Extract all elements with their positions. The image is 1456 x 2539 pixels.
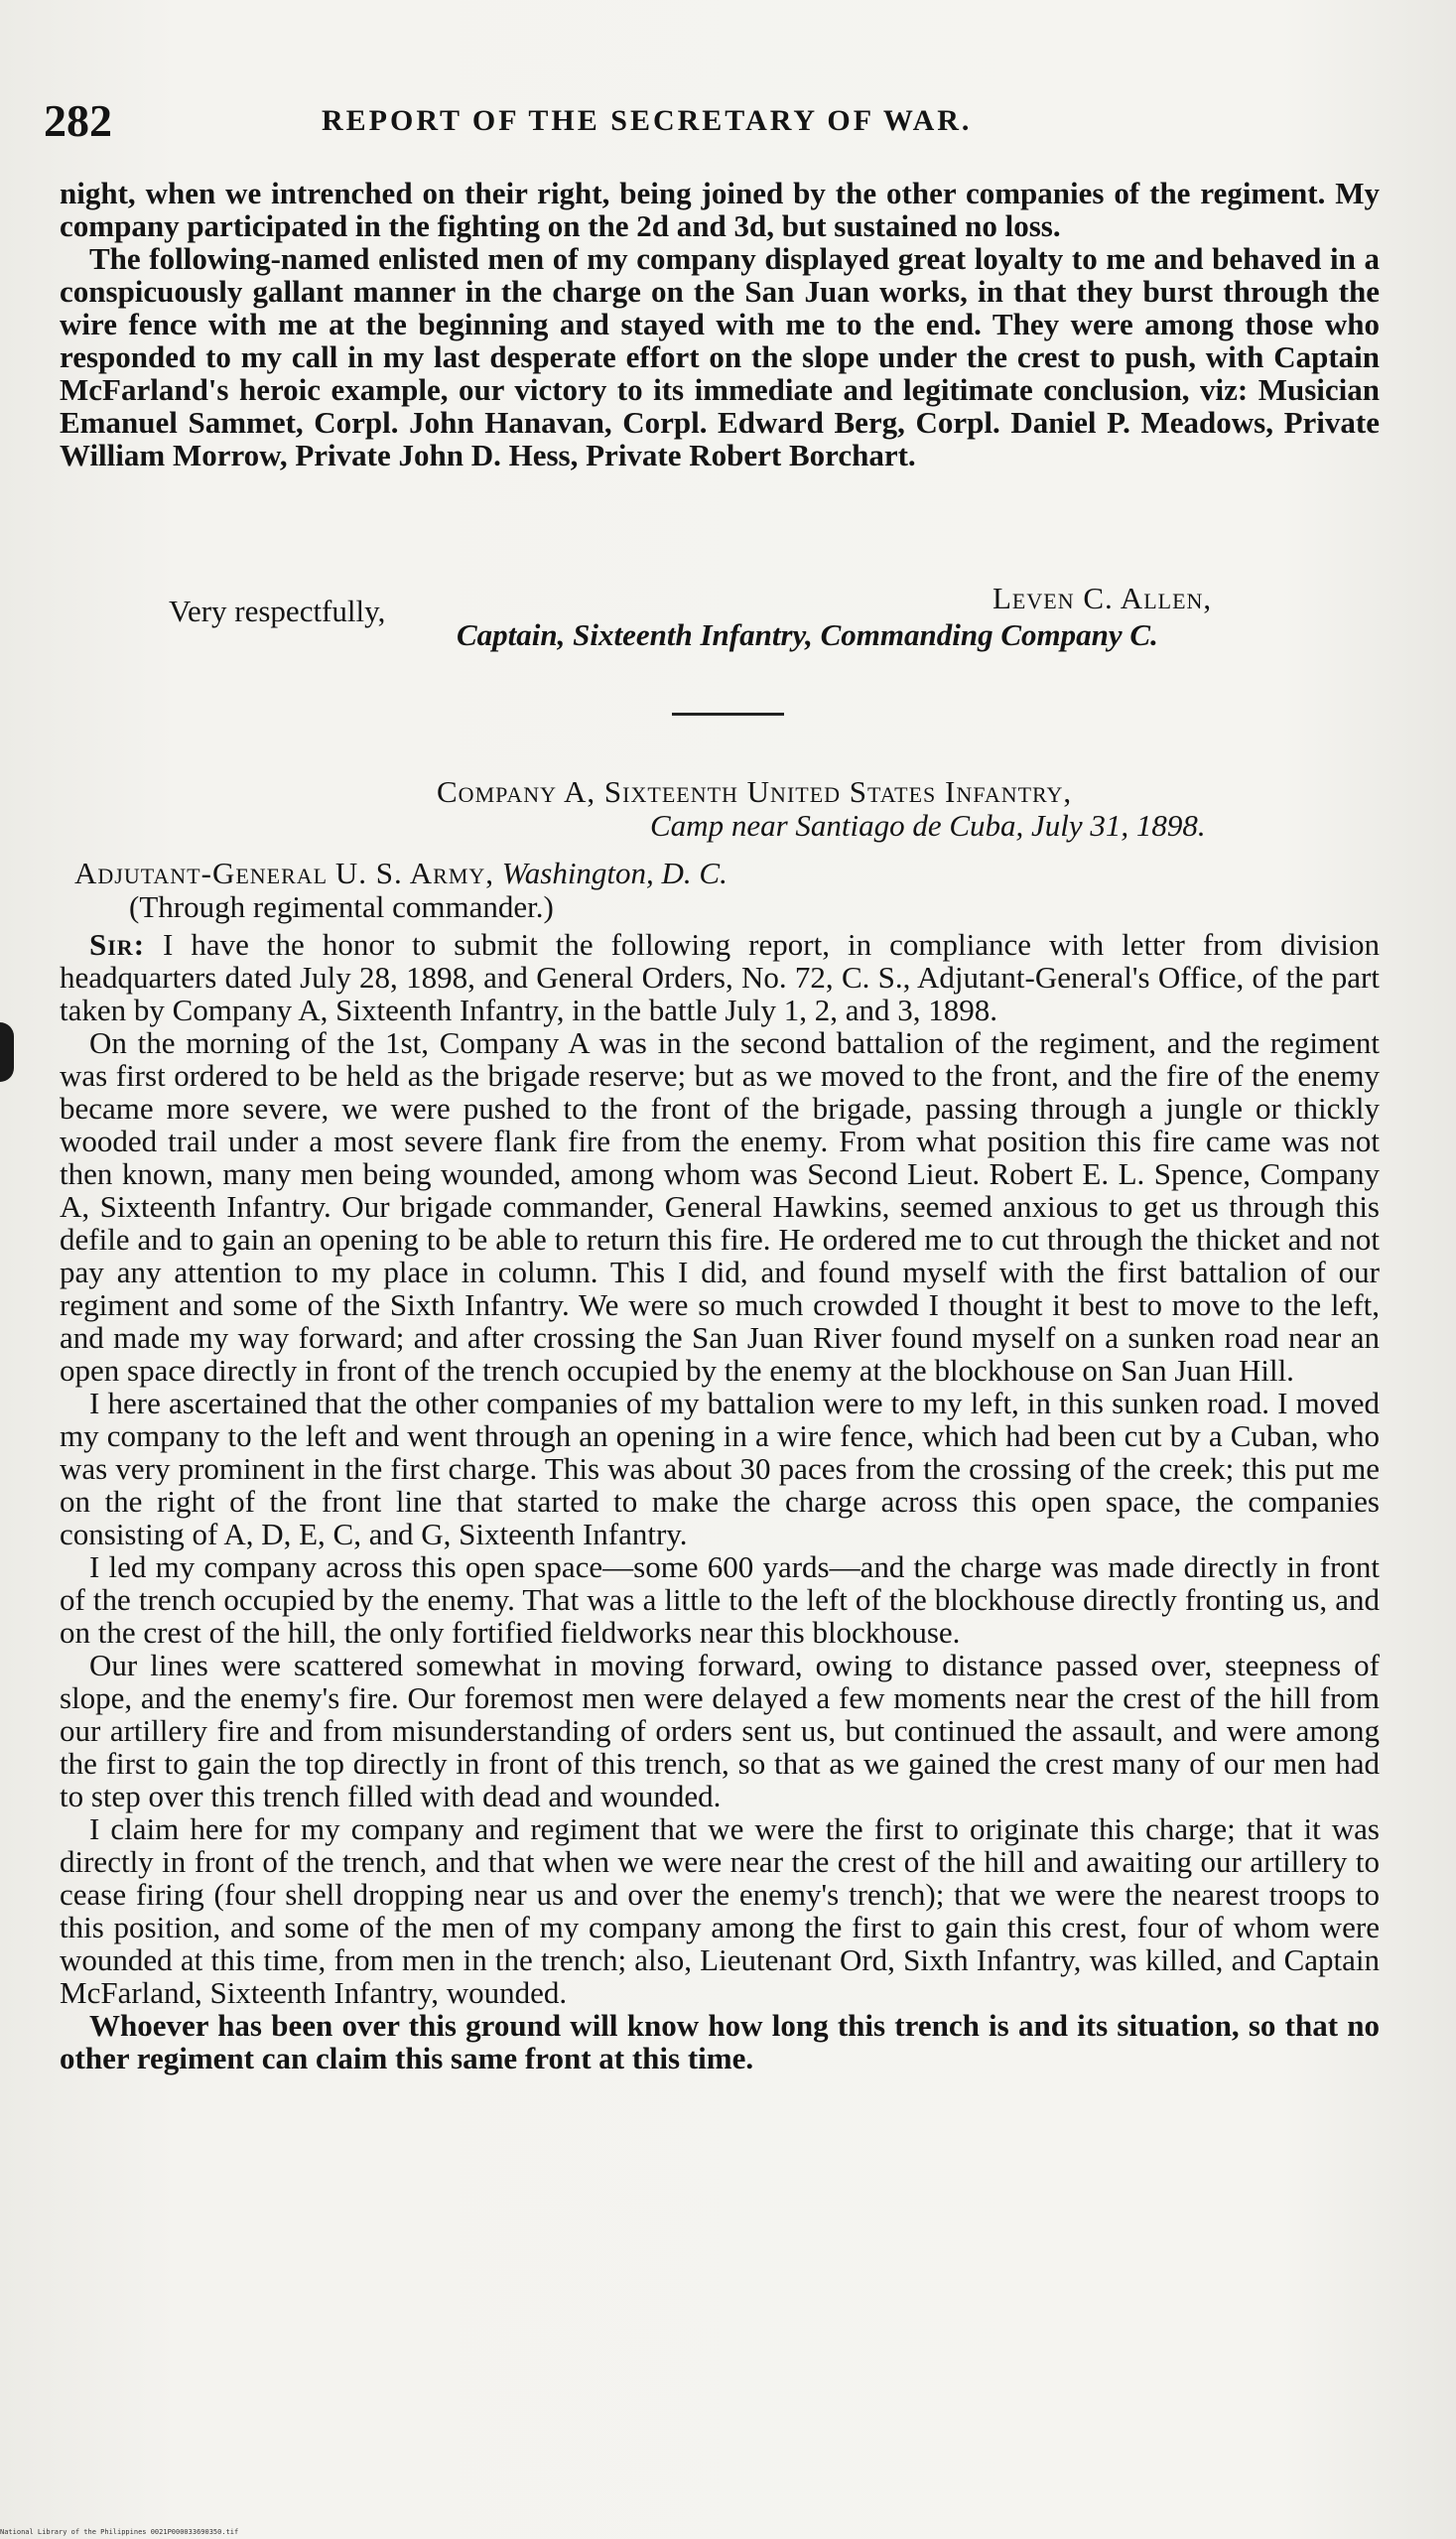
addressee-title: Adjutant-General bbox=[74, 856, 329, 890]
closing: Very respectfully, bbox=[169, 594, 386, 628]
page-header bbox=[44, 94, 1384, 154]
addressee-org: U. S. Army, bbox=[334, 856, 495, 890]
letter-paragraph: Our lines were scattered somewhat in moving forward, owing to distance passed over, steepness of slope, and the enemy's fire. Our foremost men were delayed a few moments near the crest of the hill from our artillery fire and from misunderstanding of orders sent us, but continued the assault, and were among the first to gain the top directly in front of this trench, so that as we gained the crest many of our men had to step over this trench filled with dead and wounded. bbox=[60, 1648, 1380, 1813]
letter-paragraph: Whoever has been over this ground will know how long this trench is and its situation, so that no other regiment can claim this same front at this time. bbox=[60, 2008, 1380, 2075]
letter-body bbox=[60, 928, 1380, 2074]
addressee-place: Washington, D. C. bbox=[501, 856, 728, 890]
letter-heading-unit: Company A, Sixteenth United States Infantry, bbox=[437, 774, 1073, 809]
binding-shadow bbox=[0, 1022, 14, 1082]
letter-paragraph: I led my company across this open space—some 600 yards—and the charge was made directly in front of the trench occupied by the enemy. That was a little to the left of the blockhouse directly fronting us, and on the crest of the hill, the only fortified fieldworks near this blockhouse. bbox=[60, 1549, 1380, 1650]
signer-title: Captain, Sixteenth Infantry, Commanding Company C. bbox=[457, 617, 1158, 652]
commendation-paragraph: The following-named enlisted men of my company displayed great loyalty to me and behaved in a conspicuously gallant manner in the charge on the San Juan works, in that they burst through the wire fence with me at the beginning and stayed with me to the end. They were among those who responded to my call in my last desperate effort on the slope under the crest to push, with Captain McFarland's heroic example, our victory to its immediate and legitimate conclusion, viz: Musician Emanuel Sammet, Corpl. John Hanavan, Corpl. Edward Berg, Corpl. Daniel P. Meadows, Private William Morrow, Private John D. Hess, Private Robert Borchart. bbox=[60, 241, 1380, 472]
signer-name: Leven C. Allen, bbox=[993, 581, 1213, 615]
scan-footer: National Library of the Philippines 0021P000033690350.tif bbox=[0, 2528, 239, 2536]
letter-heading-place-date: Camp near Santiago de Cuba, July 31, 1898. bbox=[650, 808, 1206, 843]
salutation: Sir: bbox=[89, 927, 146, 962]
letter-paragraph: I claim here for my company and regiment that we were the first to originate this charge; that it was directly in front of the trench, and that when we were near the crest of the hill and awaiting our artillery to cease firing (four shell dropping near us and over the enemy's trench); that we were the nearest troops to this position, and some of the men of my company among the first to gain this crest, four of whom were wounded at this time, from men in the trench; also, Lieutenant Ord, Sixth Infantry, was killed, and Captain McFarland, Sixteenth Infantry, wounded. bbox=[60, 1811, 1380, 2010]
letter-paragraph-text: I have the honor to submit the following report, in compliance with letter from division headquarters dated July 28, 1898, and General Orders, No. 72, C. S., Adjutant-General's Office, of the part taken by Company A, Sixteenth Infantry, in the battle July 1, 2, and 3, 1898. bbox=[60, 927, 1381, 1027]
continuation-paragraph: night, when we intrenched on their right, being joined by the other companies of the regiment. My company participated in the fighting on the 2d and 3d, but sustained no loss. bbox=[60, 176, 1380, 243]
top-section bbox=[60, 177, 1380, 471]
letter-paragraph: On the morning of the 1st, Company A was in the second battalion of the regiment, and the regiment was first ordered to be held as the brigade reserve; but as we moved to the front, and the fire of the enemy became more severe, we were pushed to the front of the brigade, passing through a jungle or thickly wooded trail under a most severe flank fire from the enemy. From what position this fire came was not then known, many men being wounded, among whom was Second Lieut. Robert E. L. Spence, Company A, Sixteenth Infantry. Our brigade commander, General Hawkins, seemed anxious to get us through this defile and to gain an opening to be able to return this fire. He ordered me to cut through the thicket and not pay any attention to my place in column. This I did, and found myself with the first battalion of our regiment and some of the Sixth Infantry. We were so much crowded I thought it best to move to the left, and made my way forward; and after crossing the San Juan River found myself on a sunken road near an open space directly in front of the trench occupied by the enemy at the blockhouse on San Juan Hill. bbox=[60, 1025, 1380, 1388]
through-line: (Through regimental commander.) bbox=[129, 889, 554, 924]
page-number: 282 bbox=[44, 95, 112, 146]
addressee bbox=[74, 856, 728, 891]
letter-paragraph bbox=[60, 928, 1380, 1026]
letter-paragraph: I here ascertained that the other companies of my battalion were to my left, in this sunken road. I moved my company to the left and went through an opening in a wire fence, which had been cut by a Cuban, who was very prominent in the first charge. This was about 30 paces from the crossing of the creek; this put me on the right of the front line that started to make the charge across this open space, the companies consisting of A, D, E, C, and G, Sixteenth Infantry. bbox=[60, 1386, 1380, 1551]
running-title: REPORT OF THE SECRETARY OF WAR. bbox=[322, 104, 973, 137]
section-divider bbox=[672, 713, 784, 716]
